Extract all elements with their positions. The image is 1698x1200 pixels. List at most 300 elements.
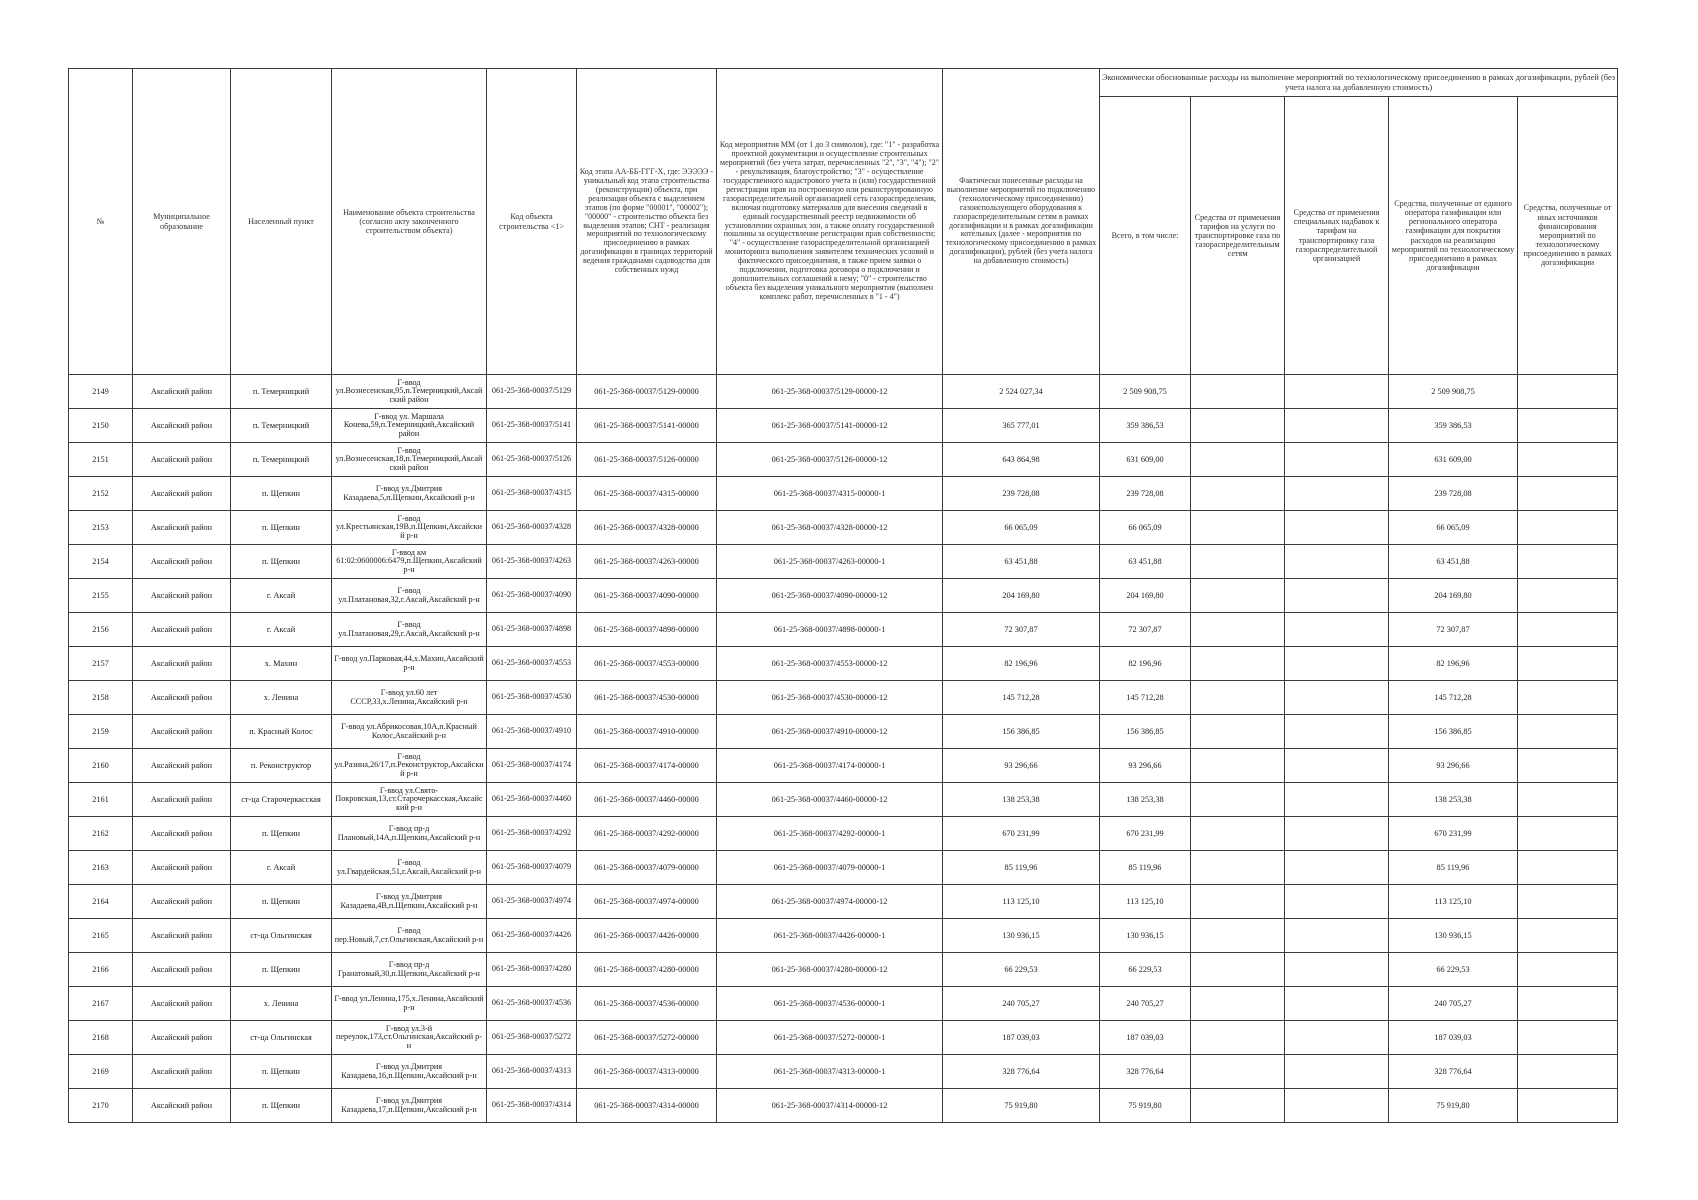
cell-operator-funds: 66 229,53: [1389, 953, 1518, 987]
cell-stage-code: 061-25-368-00037/4898-00000: [577, 613, 717, 647]
cell-operator-funds: 204 169,80: [1389, 579, 1518, 613]
cell-tariffs: [1191, 477, 1285, 511]
header-actual-costs: Фактически понесенные расходы на выполнение мероприятий по подключению (технологическому присоединению) газоиспользующего оборудования к газораспределительным сетям в рамках догазификации и в рамках догазификации котельных (далее - мероприятия по технологическому присоединению в рамках догазификации), рублей (без учета налога на добавленную стоимость): [943, 69, 1100, 375]
cell-object-name: Г-ввод ул.60 лет СССР,33,х.Ленина,Аксайский р-н: [332, 681, 487, 715]
cell-tariffs: [1191, 647, 1285, 681]
cell-settlement: п. Щепкин: [231, 511, 332, 545]
cell-tariffs: [1191, 919, 1285, 953]
cell-operator-funds: 138 253,38: [1389, 783, 1518, 817]
cell-tariffs: [1191, 409, 1285, 443]
cell-num: 2156: [69, 613, 133, 647]
table-row: [69, 715, 1618, 749]
cell-actual-costs: 204 169,80: [943, 579, 1100, 613]
cell-tariffs: [1191, 375, 1285, 409]
cell-stage-code: 061-25-368-00037/4292-00000: [577, 817, 717, 851]
cell-surcharges: [1285, 851, 1389, 885]
cell-event-code: 061-25-368-00037/4315-00000-1: [717, 477, 943, 511]
cell-other-sources: [1518, 817, 1618, 851]
cell-actual-costs: 239 728,08: [943, 477, 1100, 511]
cell-stage-code: 061-25-368-00037/4460-00000: [577, 783, 717, 817]
cell-tariffs: [1191, 987, 1285, 1021]
cell-num: 2169: [69, 1055, 133, 1089]
cell-event-code: 061-25-368-00037/4536-00000-1: [717, 987, 943, 1021]
cell-surcharges: [1285, 1089, 1389, 1123]
cell-surcharges: [1285, 919, 1389, 953]
cell-num: 2153: [69, 511, 133, 545]
cell-total: 82 196,96: [1100, 647, 1191, 681]
cell-tariffs: [1191, 681, 1285, 715]
cell-other-sources: [1518, 749, 1618, 783]
cell-actual-costs: 72 307,87: [943, 613, 1100, 647]
cell-surcharges: [1285, 511, 1389, 545]
cell-num: 2162: [69, 817, 133, 851]
cell-event-code: 061-25-368-00037/4079-00000-1: [717, 851, 943, 885]
cell-stage-code: 061-25-368-00037/5272-00000: [577, 1021, 717, 1055]
cell-object-name: Г-ввод ул.Платановая,29,г.Аксай,Аксайский р-н: [332, 613, 487, 647]
header-municipality: Муниципальное образование: [133, 69, 231, 375]
cell-surcharges: [1285, 953, 1389, 987]
cell-settlement: п. Щепкин: [231, 817, 332, 851]
cell-surcharges: [1285, 885, 1389, 919]
table-row: [69, 545, 1618, 579]
cell-settlement: х. Ленина: [231, 681, 332, 715]
cell-num: 2157: [69, 647, 133, 681]
table-row: [69, 681, 1618, 715]
cell-tariffs: [1191, 817, 1285, 851]
cell-settlement: ст-ца Ольгинская: [231, 919, 332, 953]
cell-object-code: 061-25-368-00037/4174: [487, 749, 577, 783]
table-row: [69, 1021, 1618, 1055]
cell-municipality: Аксайский район: [133, 953, 231, 987]
header-econ-group: Экономически обоснованные расходы на выполнение мероприятий по технологическому присоединению в рамках догазификации, рублей (без учета налога на добавленную стоимость): [1100, 69, 1618, 97]
cell-event-code: 061-25-368-00037/4530-00000-12: [717, 681, 943, 715]
cell-other-sources: [1518, 443, 1618, 477]
cell-actual-costs: 145 712,28: [943, 681, 1100, 715]
cell-tariffs: [1191, 885, 1285, 919]
cell-other-sources: [1518, 511, 1618, 545]
cell-object-code: 061-25-368-00037/4974: [487, 885, 577, 919]
cell-other-sources: [1518, 953, 1618, 987]
table-row: [69, 511, 1618, 545]
cell-settlement: п. Темерницкий: [231, 375, 332, 409]
table-body: [69, 375, 1618, 1123]
cell-operator-funds: 239 728,08: [1389, 477, 1518, 511]
cell-municipality: Аксайский район: [133, 375, 231, 409]
cell-municipality: Аксайский район: [133, 1089, 231, 1123]
cell-num: 2149: [69, 375, 133, 409]
cell-event-code: 061-25-368-00037/4898-00000-1: [717, 613, 943, 647]
cell-object-name: Г-ввод ул.Разина,26/17,п.Реконструктор,Аксайский р-н: [332, 749, 487, 783]
cell-operator-funds: 72 307,87: [1389, 613, 1518, 647]
cell-object-name: Г-ввод ул.Дмитрия Казадаева,5,п.Щепкин,Аксайский р-н: [332, 477, 487, 511]
cell-actual-costs: 187 039,03: [943, 1021, 1100, 1055]
cell-tariffs: [1191, 1021, 1285, 1055]
cell-actual-costs: 2 524 027,34: [943, 375, 1100, 409]
cell-municipality: Аксайский район: [133, 1021, 231, 1055]
cell-settlement: п. Щепкин: [231, 545, 332, 579]
cell-object-code: 061-25-368-00037/5141: [487, 409, 577, 443]
header-tariffs: Средства от применения тарифов на услуги по транспортировке газа по газораспределительным сетям: [1191, 97, 1285, 375]
cell-object-code: 061-25-368-00037/4263: [487, 545, 577, 579]
cell-object-name: Г-ввод ул.Крестьянская,19В,п.Щепкин,Аксайский р-н: [332, 511, 487, 545]
cell-surcharges: [1285, 613, 1389, 647]
table-row: [69, 783, 1618, 817]
cell-num: 2160: [69, 749, 133, 783]
cell-surcharges: [1285, 1055, 1389, 1089]
cell-num: 2167: [69, 987, 133, 1021]
cell-other-sources: [1518, 919, 1618, 953]
cell-actual-costs: 670 231,99: [943, 817, 1100, 851]
cell-tariffs: [1191, 783, 1285, 817]
cell-total: 66 229,53: [1100, 953, 1191, 987]
cell-actual-costs: 328 776,64: [943, 1055, 1100, 1089]
cell-object-name: Г-ввод ул. Маршала Конева,59,п.Темерницкий,Аксайский район: [332, 409, 487, 443]
cell-other-sources: [1518, 681, 1618, 715]
cell-actual-costs: 240 705,27: [943, 987, 1100, 1021]
cell-stage-code: 061-25-368-00037/4090-00000: [577, 579, 717, 613]
cell-actual-costs: 82 196,96: [943, 647, 1100, 681]
cell-municipality: Аксайский район: [133, 545, 231, 579]
cell-object-code: 061-25-368-00037/4898: [487, 613, 577, 647]
cell-surcharges: [1285, 579, 1389, 613]
cell-other-sources: [1518, 851, 1618, 885]
cell-num: 2163: [69, 851, 133, 885]
cell-other-sources: [1518, 579, 1618, 613]
cell-total: 187 039,03: [1100, 1021, 1191, 1055]
cell-municipality: Аксайский район: [133, 783, 231, 817]
cell-event-code: 061-25-368-00037/5272-00000-1: [717, 1021, 943, 1055]
cell-actual-costs: 93 296,66: [943, 749, 1100, 783]
cell-total: 138 253,38: [1100, 783, 1191, 817]
cell-other-sources: [1518, 545, 1618, 579]
cell-total: 93 296,66: [1100, 749, 1191, 783]
cell-surcharges: [1285, 987, 1389, 1021]
cell-surcharges: [1285, 647, 1389, 681]
cell-total: 240 705,27: [1100, 987, 1191, 1021]
cell-object-name: Г-ввод ул.Абрикосовая,10А,п.Красный Колос,Аксайский р-н: [332, 715, 487, 749]
cell-stage-code: 061-25-368-00037/4079-00000: [577, 851, 717, 885]
cell-event-code: 061-25-368-00037/4426-00000-1: [717, 919, 943, 953]
cell-operator-funds: 113 125,10: [1389, 885, 1518, 919]
cell-event-code: 061-25-368-00037/4460-00000-12: [717, 783, 943, 817]
table-row: [69, 613, 1618, 647]
cell-actual-costs: 113 125,10: [943, 885, 1100, 919]
header-other-sources: Средства, полученные от иных источников финансирования мероприятий по технологическому присоединению в рамках догазификации: [1518, 97, 1618, 375]
cell-tariffs: [1191, 511, 1285, 545]
cell-municipality: Аксайский район: [133, 817, 231, 851]
cell-tariffs: [1191, 1055, 1285, 1089]
cell-object-code: 061-25-368-00037/4536: [487, 987, 577, 1021]
cell-object-name: Г-ввод ул.3-й переулок,173,ст.Ольгинская,Аксайский р-н: [332, 1021, 487, 1055]
cell-stage-code: 061-25-368-00037/4313-00000: [577, 1055, 717, 1089]
cell-other-sources: [1518, 375, 1618, 409]
cell-object-code: 061-25-368-00037/4313: [487, 1055, 577, 1089]
cell-stage-code: 061-25-368-00037/5129-00000: [577, 375, 717, 409]
cell-object-code: 061-25-368-00037/4328: [487, 511, 577, 545]
cell-municipality: Аксайский район: [133, 579, 231, 613]
header-total: Всего, в том числе:: [1100, 97, 1191, 375]
cell-settlement: г. Аксай: [231, 579, 332, 613]
cell-event-code: 061-25-368-00037/5141-00000-12: [717, 409, 943, 443]
table-header: [69, 69, 1618, 375]
cell-operator-funds: 670 231,99: [1389, 817, 1518, 851]
cell-num: 2166: [69, 953, 133, 987]
cell-operator-funds: 359 386,53: [1389, 409, 1518, 443]
cell-settlement: п. Реконструктор: [231, 749, 332, 783]
cell-event-code: 061-25-368-00037/5126-00000-12: [717, 443, 943, 477]
cell-object-code: 061-25-368-00037/5126: [487, 443, 577, 477]
cell-total: 113 125,10: [1100, 885, 1191, 919]
cell-event-code: 061-25-368-00037/5129-00000-12: [717, 375, 943, 409]
cell-surcharges: [1285, 749, 1389, 783]
cell-actual-costs: 66 229,53: [943, 953, 1100, 987]
cell-object-code: 061-25-368-00037/4090: [487, 579, 577, 613]
cell-num: 2170: [69, 1089, 133, 1123]
table-row: [69, 647, 1618, 681]
cell-tariffs: [1191, 851, 1285, 885]
cell-other-sources: [1518, 885, 1618, 919]
cell-object-name: Г-ввод ул.Дмитрия Казадаева,4В,п.Щепкин,Аксайский р-н: [332, 885, 487, 919]
cell-object-code: 061-25-368-00037/5129: [487, 375, 577, 409]
cell-num: 2158: [69, 681, 133, 715]
cell-settlement: п. Щепкин: [231, 1055, 332, 1089]
cell-operator-funds: 187 039,03: [1389, 1021, 1518, 1055]
table-row: [69, 443, 1618, 477]
table-row: [69, 409, 1618, 443]
cell-tariffs: [1191, 1089, 1285, 1123]
cell-stage-code: 061-25-368-00037/5141-00000: [577, 409, 717, 443]
cell-tariffs: [1191, 953, 1285, 987]
cell-settlement: х. Ленина: [231, 987, 332, 1021]
cell-settlement: п. Темерницкий: [231, 409, 332, 443]
cell-other-sources: [1518, 715, 1618, 749]
cell-event-code: 061-25-368-00037/4553-00000-12: [717, 647, 943, 681]
cell-surcharges: [1285, 783, 1389, 817]
cell-tariffs: [1191, 579, 1285, 613]
cell-surcharges: [1285, 477, 1389, 511]
cell-actual-costs: 643 864,98: [943, 443, 1100, 477]
table-row: [69, 579, 1618, 613]
cell-num: 2151: [69, 443, 133, 477]
cell-object-code: 061-25-368-00037/4280: [487, 953, 577, 987]
cell-operator-funds: 328 776,64: [1389, 1055, 1518, 1089]
header-object-name: Наименование объекта строительства (согласно акту законченного строительством объекта): [332, 69, 487, 375]
table-row: [69, 749, 1618, 783]
table-row: [69, 1089, 1618, 1123]
header-settlement: Населенный пункт: [231, 69, 332, 375]
cell-municipality: Аксайский район: [133, 511, 231, 545]
cell-municipality: Аксайский район: [133, 613, 231, 647]
cell-settlement: х. Махин: [231, 647, 332, 681]
cell-operator-funds: 75 919,80: [1389, 1089, 1518, 1123]
cell-operator-funds: 85 119,96: [1389, 851, 1518, 885]
cell-surcharges: [1285, 1021, 1389, 1055]
cell-settlement: п. Темерницкий: [231, 443, 332, 477]
cell-total: 66 065,09: [1100, 511, 1191, 545]
header-event-code: Код мероприятия ММ (от 1 до 3 символов), где: "1" - разработка проектной документации и осуществление строительных мероприятий (без учета затрат, перечисленных "2", "3", "4"); "2" - рекультивация, благоустройство; "3" - осуществление государственного кадастрового учета и (или) государственной регистрации прав на построенную или реконструированную газораспределительной организацией сеть газораспределения, включая подготовку материалов для внесения сведений в единый государственный реестр недвижимости об установлении охранных зон, а также оплату государственной пошлины за осуществление регистрации прав собственности; "4" - осуществление газораспределительной организацией мониторинга выполнения заявителем технических условий и фактического присоединения, в также прием заявки о подключении, подготовка договора о подключении и дополнительных соглашений к нему; "0" - строительство объекта без выделения уникального мероприятия (выполнен комплекс работ, перечисленных в "1 - 4"): [717, 69, 943, 375]
cell-municipality: Аксайский район: [133, 647, 231, 681]
cell-municipality: Аксайский район: [133, 851, 231, 885]
cell-operator-funds: 82 196,96: [1389, 647, 1518, 681]
cell-num: 2154: [69, 545, 133, 579]
cell-num: 2165: [69, 919, 133, 953]
cell-event-code: 061-25-368-00037/4090-00000-12: [717, 579, 943, 613]
header-operator-funds: Средства, полученные от единого оператора газификации или регионального оператора газификации для покрытия расходов на реализацию мероприятий по технологическому присоединению в рамках догазификации: [1389, 97, 1518, 375]
table-row: [69, 375, 1618, 409]
cell-stage-code: 061-25-368-00037/4910-00000: [577, 715, 717, 749]
cell-total: 2 509 908,75: [1100, 375, 1191, 409]
cell-stage-code: 061-25-368-00037/4553-00000: [577, 647, 717, 681]
cell-other-sources: [1518, 783, 1618, 817]
cell-operator-funds: 2 509 908,75: [1389, 375, 1518, 409]
cell-stage-code: 061-25-368-00037/4314-00000: [577, 1089, 717, 1123]
cell-event-code: 061-25-368-00037/4328-00000-12: [717, 511, 943, 545]
cell-object-name: Г-ввод ул.Свято-Покровская,13,ст.Старочеркасская,Аксайский р-н: [332, 783, 487, 817]
cell-object-code: 061-25-368-00037/4315: [487, 477, 577, 511]
cell-total: 204 169,80: [1100, 579, 1191, 613]
cell-other-sources: [1518, 647, 1618, 681]
cell-operator-funds: 93 296,66: [1389, 749, 1518, 783]
cell-stage-code: 061-25-368-00037/4530-00000: [577, 681, 717, 715]
cell-operator-funds: 631 609,00: [1389, 443, 1518, 477]
cell-stage-code: 061-25-368-00037/5126-00000: [577, 443, 717, 477]
cell-object-name: Г-ввод пр-д Гранатовый,30,п.Щепкин,Аксайский р-н: [332, 953, 487, 987]
cell-operator-funds: 66 065,09: [1389, 511, 1518, 545]
cell-municipality: Аксайский район: [133, 443, 231, 477]
cell-total: 145 712,28: [1100, 681, 1191, 715]
cell-stage-code: 061-25-368-00037/4536-00000: [577, 987, 717, 1021]
cell-num: 2150: [69, 409, 133, 443]
cell-total: 130 936,15: [1100, 919, 1191, 953]
cell-event-code: 061-25-368-00037/4292-00000-1: [717, 817, 943, 851]
cell-actual-costs: 85 119,96: [943, 851, 1100, 885]
cell-object-name: Г-ввод км 61:02:0600006:6479,п.Щепкин,Аксайский р-н: [332, 545, 487, 579]
cell-object-code: 061-25-368-00037/4292: [487, 817, 577, 851]
cell-num: 2168: [69, 1021, 133, 1055]
cell-object-code: 061-25-368-00037/4910: [487, 715, 577, 749]
cell-operator-funds: 156 386,85: [1389, 715, 1518, 749]
cell-object-name: Г-ввод пр-д Плановый,14А,п.Щепкин,Аксайский р-н: [332, 817, 487, 851]
cell-event-code: 061-25-368-00037/4910-00000-12: [717, 715, 943, 749]
cell-num: 2164: [69, 885, 133, 919]
header-num: №: [69, 69, 133, 375]
cell-settlement: ст-ца Старочеркасская: [231, 783, 332, 817]
cell-object-code: 061-25-368-00037/4530: [487, 681, 577, 715]
cell-object-name: Г-ввод ул.Парковая,44,х.Махин,Аксайский р-н: [332, 647, 487, 681]
cell-other-sources: [1518, 1055, 1618, 1089]
cell-stage-code: 061-25-368-00037/4280-00000: [577, 953, 717, 987]
cell-stage-code: 061-25-368-00037/4426-00000: [577, 919, 717, 953]
cell-object-name: Г-ввод ул.Дмитрия Казадаева,16,п.Щепкин,Аксайский р-н: [332, 1055, 487, 1089]
cell-stage-code: 061-25-368-00037/4974-00000: [577, 885, 717, 919]
cell-num: 2159: [69, 715, 133, 749]
cell-surcharges: [1285, 545, 1389, 579]
cell-settlement: п. Щепкин: [231, 885, 332, 919]
cell-actual-costs: 66 065,09: [943, 511, 1100, 545]
cell-operator-funds: 130 936,15: [1389, 919, 1518, 953]
cell-municipality: Аксайский район: [133, 477, 231, 511]
cell-object-name: Г-ввод ул.Ленина,175,х.Ленина,Аксайский р-н: [332, 987, 487, 1021]
cell-other-sources: [1518, 987, 1618, 1021]
cell-total: 75 919,80: [1100, 1089, 1191, 1123]
cell-event-code: 061-25-368-00037/4313-00000-1: [717, 1055, 943, 1089]
cell-num: 2152: [69, 477, 133, 511]
table-row: [69, 817, 1618, 851]
cell-object-code: 061-25-368-00037/4553: [487, 647, 577, 681]
table-row: [69, 851, 1618, 885]
gasification-costs-table: [68, 68, 1618, 1123]
header-stage-code: Код этапа АА-ББ-ГГГ-Х, где: ЭЭЭЭЭ - уникальный код этапа строительства (реконструкции) объекта, при реализации объекта с выделением этапов (по форме "00001", "00002"); "00000" - строительство объекта без выделения этапов; СНТ - реализация мероприятий по технологическому присоединению в рамках догазификации в границах территорий ведения гражданами садоводства для собственных нужд: [577, 69, 717, 375]
cell-settlement: п. Щепкин: [231, 1089, 332, 1123]
cell-municipality: Аксайский район: [133, 749, 231, 783]
cell-municipality: Аксайский район: [133, 987, 231, 1021]
cell-object-name: Г-ввод ул.Гвардейская,51,г.Аксай,Аксайский р-н: [332, 851, 487, 885]
cell-tariffs: [1191, 749, 1285, 783]
cell-object-code: 061-25-368-00037/4314: [487, 1089, 577, 1123]
cell-event-code: 061-25-368-00037/4974-00000-12: [717, 885, 943, 919]
cell-settlement: п. Щепкин: [231, 953, 332, 987]
cell-municipality: Аксайский район: [133, 885, 231, 919]
cell-surcharges: [1285, 817, 1389, 851]
cell-total: 670 231,99: [1100, 817, 1191, 851]
cell-surcharges: [1285, 409, 1389, 443]
cell-object-name: Г-ввод ул.Дмитрия Казадаева,17,п.Щепкин,Аксайский р-н: [332, 1089, 487, 1123]
cell-event-code: 061-25-368-00037/4280-00000-12: [717, 953, 943, 987]
cell-total: 156 386,85: [1100, 715, 1191, 749]
cell-object-code: 061-25-368-00037/5272: [487, 1021, 577, 1055]
cell-stage-code: 061-25-368-00037/4174-00000: [577, 749, 717, 783]
cell-total: 359 386,53: [1100, 409, 1191, 443]
cell-object-name: Г-ввод ул.Платановая,32,г.Аксай,Аксайский р-н: [332, 579, 487, 613]
cell-tariffs: [1191, 545, 1285, 579]
cell-actual-costs: 130 936,15: [943, 919, 1100, 953]
cell-total: 85 119,96: [1100, 851, 1191, 885]
cell-object-code: 061-25-368-00037/4079: [487, 851, 577, 885]
table-row: [69, 987, 1618, 1021]
cell-settlement: п. Красный Колос: [231, 715, 332, 749]
cell-operator-funds: 63 451,88: [1389, 545, 1518, 579]
cell-surcharges: [1285, 375, 1389, 409]
cell-total: 328 776,64: [1100, 1055, 1191, 1089]
cell-actual-costs: 63 451,88: [943, 545, 1100, 579]
header-surcharges: Средства от применения специальных надбавок к тарифам на транспортировку газа газораспределительной организацией: [1285, 97, 1389, 375]
cell-other-sources: [1518, 1021, 1618, 1055]
cell-object-name: Г-ввод пер.Новый,7,ст.Ольгинская,Аксайский р-н: [332, 919, 487, 953]
cell-other-sources: [1518, 1089, 1618, 1123]
cell-event-code: 061-25-368-00037/4174-00000-1: [717, 749, 943, 783]
cell-tariffs: [1191, 613, 1285, 647]
cell-stage-code: 061-25-368-00037/4263-00000: [577, 545, 717, 579]
cell-settlement: г. Аксай: [231, 613, 332, 647]
cell-other-sources: [1518, 409, 1618, 443]
cell-total: 631 609,00: [1100, 443, 1191, 477]
cell-event-code: 061-25-368-00037/4314-00000-12: [717, 1089, 943, 1123]
cell-surcharges: [1285, 443, 1389, 477]
cell-total: 239 728,08: [1100, 477, 1191, 511]
cell-tariffs: [1191, 443, 1285, 477]
cell-stage-code: 061-25-368-00037/4328-00000: [577, 511, 717, 545]
cell-actual-costs: 75 919,80: [943, 1089, 1100, 1123]
cell-total: 63 451,88: [1100, 545, 1191, 579]
cell-actual-costs: 138 253,38: [943, 783, 1100, 817]
cell-settlement: п. Щепкин: [231, 477, 332, 511]
cell-actual-costs: 365 777,01: [943, 409, 1100, 443]
cell-actual-costs: 156 386,85: [943, 715, 1100, 749]
cell-other-sources: [1518, 613, 1618, 647]
cell-municipality: Аксайский район: [133, 919, 231, 953]
cell-surcharges: [1285, 681, 1389, 715]
cell-num: 2161: [69, 783, 133, 817]
